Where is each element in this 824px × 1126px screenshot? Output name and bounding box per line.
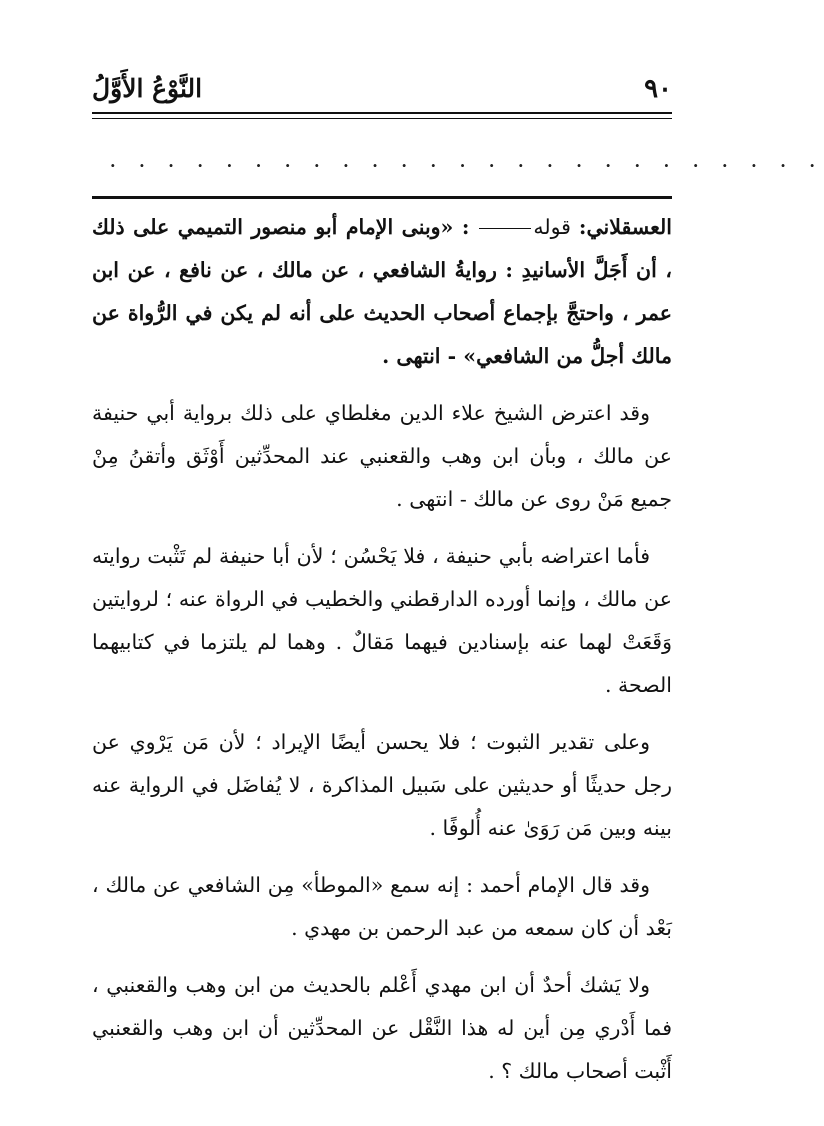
paragraph-1 bbox=[92, 206, 672, 378]
header-rule-thin bbox=[92, 118, 672, 119]
honorific-mark bbox=[479, 228, 531, 229]
paragraph-4: وعلى تقدير الثبوت ؛ فلا يحسن أيضًا الإيراد ؛ لأن مَن يَرْوي عن رجل حديثًا أو حديثين على سَبيل المذاكرة ، لا يُفاضَل في الرواية عنه بينه وبين مَن رَوَىٰ عنه أُلوفًا . bbox=[92, 730, 672, 840]
paragraph-6: ولا يَشك أحدٌ أن ابن مهدي أَعْلم بالحديث من ابن وهب والقعنبي ، فما أَدْري مِن أين له هذا النَّقْل عن المحدِّثين أن ابن وهب والقعنبي أَثْبت أصحاب مالك ؟ . bbox=[92, 973, 672, 1083]
speaker-label: العسقلاني: bbox=[578, 215, 672, 239]
page-header bbox=[92, 72, 672, 112]
running-title: النَّوْعُ الأَوَّلُ bbox=[92, 74, 203, 103]
main-text bbox=[92, 206, 672, 1107]
paragraph-2: وقد اعترض الشيخ علاء الدين مغلطاي على ذلك برواية أبي حنيفة عن مالك ، وبأن ابن وهب والقعنبي عند المحدِّثين أَوْثَق وأتقنُ مِنْ جميع مَنْ روى عن مالك - انتهى . bbox=[92, 401, 672, 511]
section-divider bbox=[92, 196, 672, 199]
paragraph-5: وقد قال الإمام أحمد : إنه سمع «الموطأ» مِن الشافعي عن مالك ، بَعْد أن كان سمعه من عبد الرحمن بن مهدي . bbox=[92, 873, 672, 940]
header-rule bbox=[92, 112, 672, 114]
page-number: ٩٠ bbox=[644, 74, 672, 104]
paragraph-1-lead: قوله bbox=[533, 215, 571, 239]
omission-dots: . . . . . . . . . . . . . . . . . . . . . . . . . bbox=[110, 152, 824, 171]
paragraph-3: فأما اعتراضه بأبي حنيفة ، فلا يَحْسُن ؛ لأن أبا حنيفة لم تَثْبت روايته عن مالك ، وإنما أورده الدارقطني والخطيب في الرواة عنه ؛ لروايتين وَقَعَتْ لهما عنه بإسنادين فيهما مَقالٌ . وهما لم يلتزما في كتابيهما الصحة . bbox=[92, 544, 672, 697]
paragraph-1-quote: : «وبنى الإمام أبو منصور التميمي على ذلك ، أن أَجَلَّ الأسانيدِ : روايةُ الشافعي ، عن مالك ، عن نافع ، عن ابن عمر ، واحتجَّ بإجماع أصحاب الحديث على أنه لم يكن في الرُّواة عن مالك أجلُّ من الشافعي» - انتهى . bbox=[92, 215, 672, 368]
